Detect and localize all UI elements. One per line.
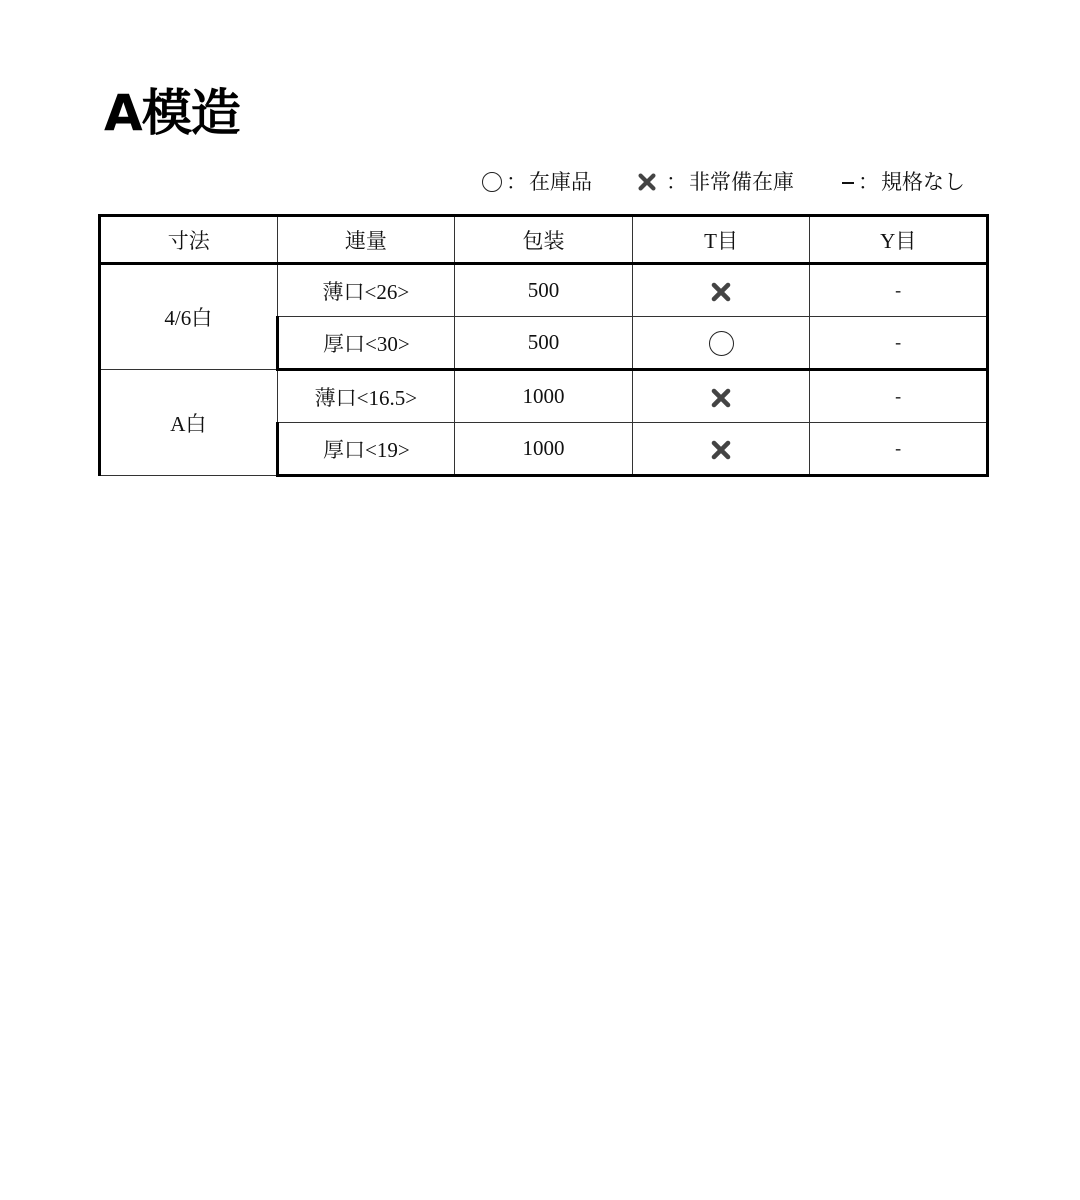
- cell-t-grain: [632, 423, 810, 476]
- legend-separator: ：: [858, 170, 879, 194]
- circle-icon: [709, 331, 734, 356]
- legend: [482, 166, 982, 198]
- cross-icon: [709, 438, 733, 462]
- cell-y-grain: -: [810, 264, 988, 317]
- cell-y-grain: -: [810, 370, 988, 423]
- legend-label: 規格なし: [881, 170, 965, 194]
- cell-package: 500: [455, 264, 633, 317]
- legend-item-no-spec: [842, 166, 965, 198]
- cell-weight: 薄口<26>: [277, 264, 455, 317]
- legend-item-non-stock: [636, 166, 794, 198]
- cell-weight: 厚口<30>: [277, 317, 455, 370]
- legend-separator: ：: [666, 170, 687, 194]
- legend-separator: ：: [506, 170, 527, 194]
- cross-icon: [709, 386, 733, 410]
- table-header-row: [100, 216, 988, 264]
- cell-package: 1000: [455, 423, 633, 476]
- circle-icon: [482, 172, 502, 192]
- cross-icon: [709, 280, 733, 304]
- header-y-grain: Y目: [810, 216, 988, 264]
- cell-weight: 厚口<19>: [277, 423, 455, 476]
- cell-t-grain: [632, 264, 810, 317]
- table-row: [100, 370, 988, 423]
- cell-package: 500: [455, 317, 633, 370]
- cross-icon: [636, 171, 658, 193]
- cell-t-grain: [632, 370, 810, 423]
- cell-y-grain: -: [810, 317, 988, 370]
- page-title: A模造: [104, 84, 240, 142]
- table-row: [100, 264, 988, 317]
- cell-t-grain: [632, 317, 810, 370]
- spec-table: [98, 214, 989, 477]
- legend-label: 在庫品: [529, 170, 592, 194]
- header-t-grain: T目: [632, 216, 810, 264]
- cell-size: 4/6白: [100, 264, 278, 370]
- table-body: [100, 264, 988, 476]
- legend-label: 非常備在庫: [689, 170, 794, 194]
- dash-icon: [842, 182, 854, 184]
- legend-item-in-stock: [482, 166, 592, 198]
- header-size: 寸法: [100, 216, 278, 264]
- header-weight: 連量: [277, 216, 455, 264]
- cell-y-grain: -: [810, 423, 988, 476]
- cell-size: A白: [100, 370, 278, 476]
- cell-package: 1000: [455, 370, 633, 423]
- header-package: 包装: [455, 216, 633, 264]
- cell-weight: 薄口<16.5>: [277, 370, 455, 423]
